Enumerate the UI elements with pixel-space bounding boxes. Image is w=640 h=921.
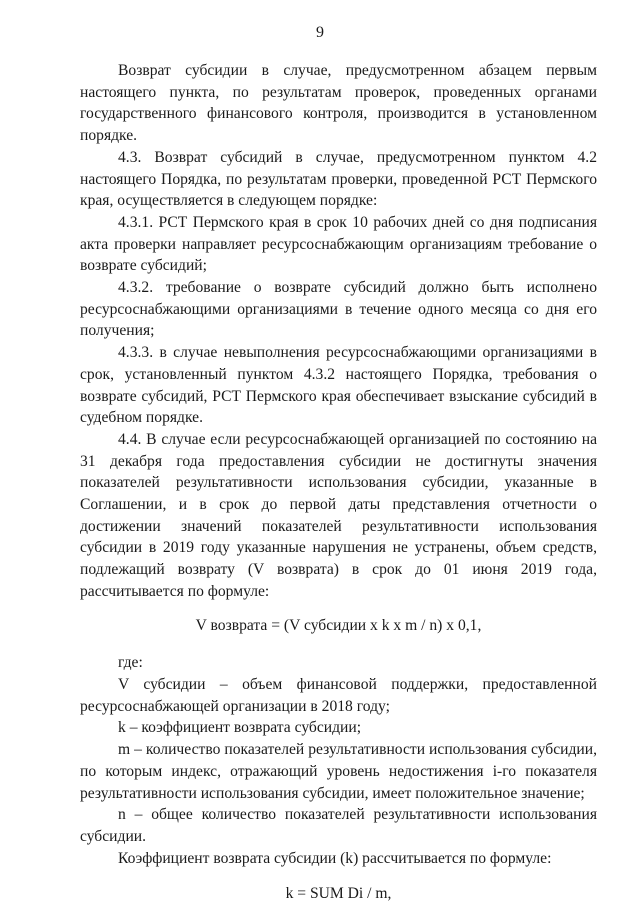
- paragraph-refund-general: Возврат субсидии в случае, предусмотренном абзацем первым настоящего пункта, по результатам проверок, проведенных органами государственного финансового контроля, производится в установленном порядке.: [80, 62, 597, 145]
- formula-refund-volume: V возврата = (V субсидии x k x m / n) x 0,1,: [195, 616, 482, 634]
- formula-coefficient: k = SUM Di / m,: [285, 885, 392, 903]
- page-number: 9: [316, 24, 324, 41]
- definition-n: n – общее количество показателей результативности использования субсидии.: [80, 806, 597, 845]
- definition-k: k – коэффициент возврата субсидии;: [118, 719, 362, 737]
- paragraph-4-3-2: 4.3.2. требование о возврате субсидий должно быть исполнено ресурсоснабжающими организациями в течение одного месяца со дня его получения;: [80, 279, 597, 340]
- paragraph-4-3-3: 4.3.3. в случае невыполнения ресурсоснабжающими организациями в срок, установленный пунктом 4.3.2 настоящего Порядка, требования о возврате субсидий, РСТ Пермского края обеспечивает взыскание субсидий в судебном порядке.: [80, 344, 597, 427]
- paragraph-4-4: 4.4. В случае если ресурсоснабжающей организацией по состоянию на 31 декабря года предоставления субсидии не достигнуты значения показателей результативности использования субсидии, указанные в Соглашении, и в срок до первой даты представления отчетности о достижении значений показателей результативности использования субсидии в 2019 году указанные нарушения не устранены, объем средств, подлежащий возврату (V возврата) в срок до 01 июня 2019 года, рассчитывается по формуле:: [80, 430, 597, 600]
- definition-m: m – количество показателей результативности использования субсидии, по которым индекс, отражающий уровень недостижения i-го показателя результативности использования субсидии, имеет положительное значение;: [80, 741, 597, 802]
- where-label: где:: [118, 654, 143, 672]
- paragraph-4-3-1: 4.3.1. РСТ Пермского края в срок 10 рабочих дней со дня подписания акта проверки направляет ресурсоснабжающим организациям требование о возврате субсидий;: [80, 213, 597, 275]
- paragraph-coefficient: Коэффициент возврата субсидии (k) рассчитывается по формуле:: [118, 849, 552, 867]
- paragraph-4-3: 4.3. Возврат субсидий в случае, предусмотренном пунктом 4.2 настоящего Порядка, по результатам проверки, проведенной РСТ Пермского края, осуществляется в следующем порядке:: [80, 148, 597, 210]
- document-body: [80, 60, 597, 921]
- definition-v-subsidy: V субсидии – объем финансовой поддержки, предоставленной ресурсоснабжающей организации в 2018 году;: [80, 675, 597, 715]
